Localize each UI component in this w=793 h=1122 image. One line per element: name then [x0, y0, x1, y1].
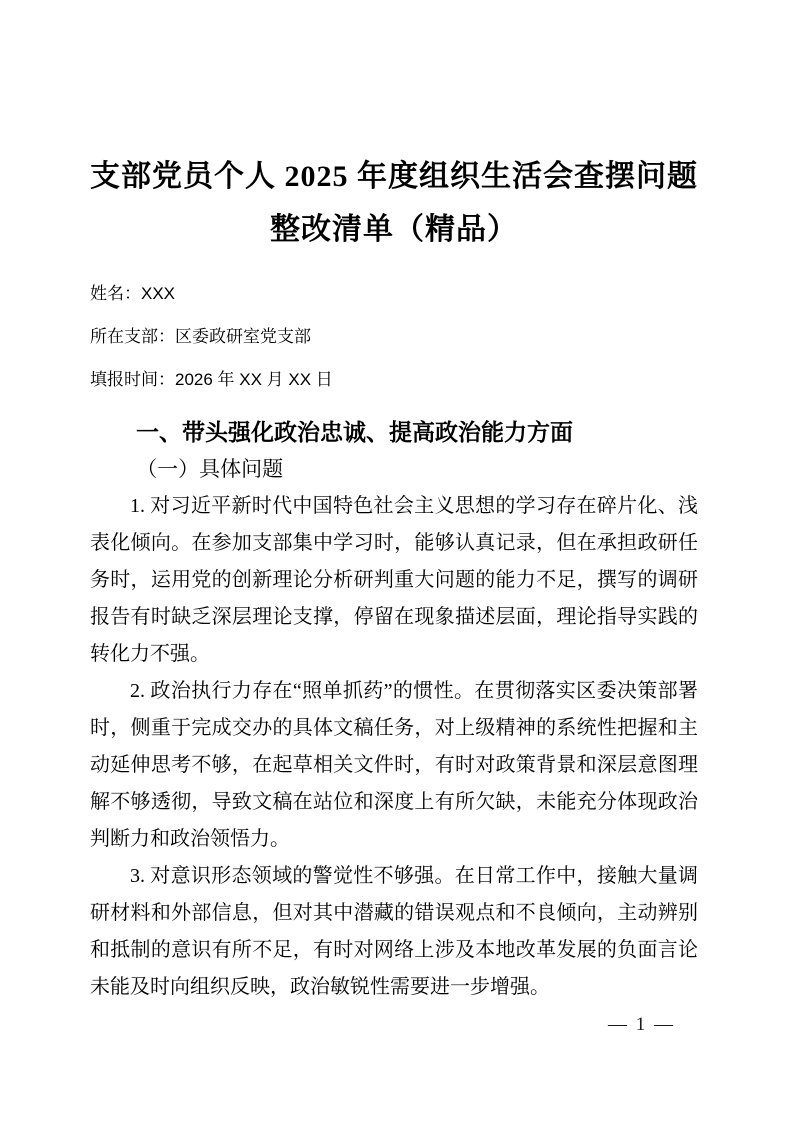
document-title: [90, 150, 698, 256]
page-number: — 1 —: [608, 1014, 675, 1035]
document-content: [0, 150, 793, 1006]
meta-name-line: 姓名：XXX: [90, 284, 176, 303]
body-paragraph-2: 2. 政治执行力存在“照单抓药”的惯性。在贯彻落实区委决策部署时，侧重于完成交办的具体文稿任务，对上级精神的系统性把握和主动延伸思考不够，在起草相关文件时，有时对政策背景和深层意图理解不够透彻，导致文稿在站位和深度上有所欠缺，未能充分体现政治判断力和政治领悟力。: [90, 680, 698, 850]
section-subheading: （一）具体问题: [136, 457, 284, 481]
document-title-line-1: 支部党员个人 2025 年度组织生活会查摆问题: [90, 160, 698, 193]
document-title-line-2: 整改清单（精品）: [270, 213, 518, 246]
meta-date-line: 填报时间：2026 年 XX 月 XX 日: [90, 370, 333, 389]
meta-branch-line: 所在支部：区委政研室党支部: [90, 327, 311, 346]
section-heading: 一、带头强化政治忠诚、提高政治能力方面: [136, 419, 573, 445]
body-paragraph-1: 1. 对习近平新时代中国特色社会主义思想的学习存在碎片化、浅表化倾向。在参加支部集中学习时，能够认真记录，但在承担政研任务时，运用党的创新理论分析研判重大问题的能力不足，撰写的调研报告有时缺乏深层理论支撑，停留在现象描述层面，理论指导实践的转化力不强。: [90, 495, 698, 665]
body-paragraph-3: 3. 对意识形态领域的警觉性不够强。在日常工作中，接触大量调研材料和外部信息，但对其中潜藏的错误观点和不良倾向，主动辨别和抵制的意识有所不足，有时对网络上涉及本地改革发展的负面言论未能及时向组织反映，政治敏锐性需要进一步增强。: [90, 865, 698, 998]
meta-block: [90, 272, 698, 401]
